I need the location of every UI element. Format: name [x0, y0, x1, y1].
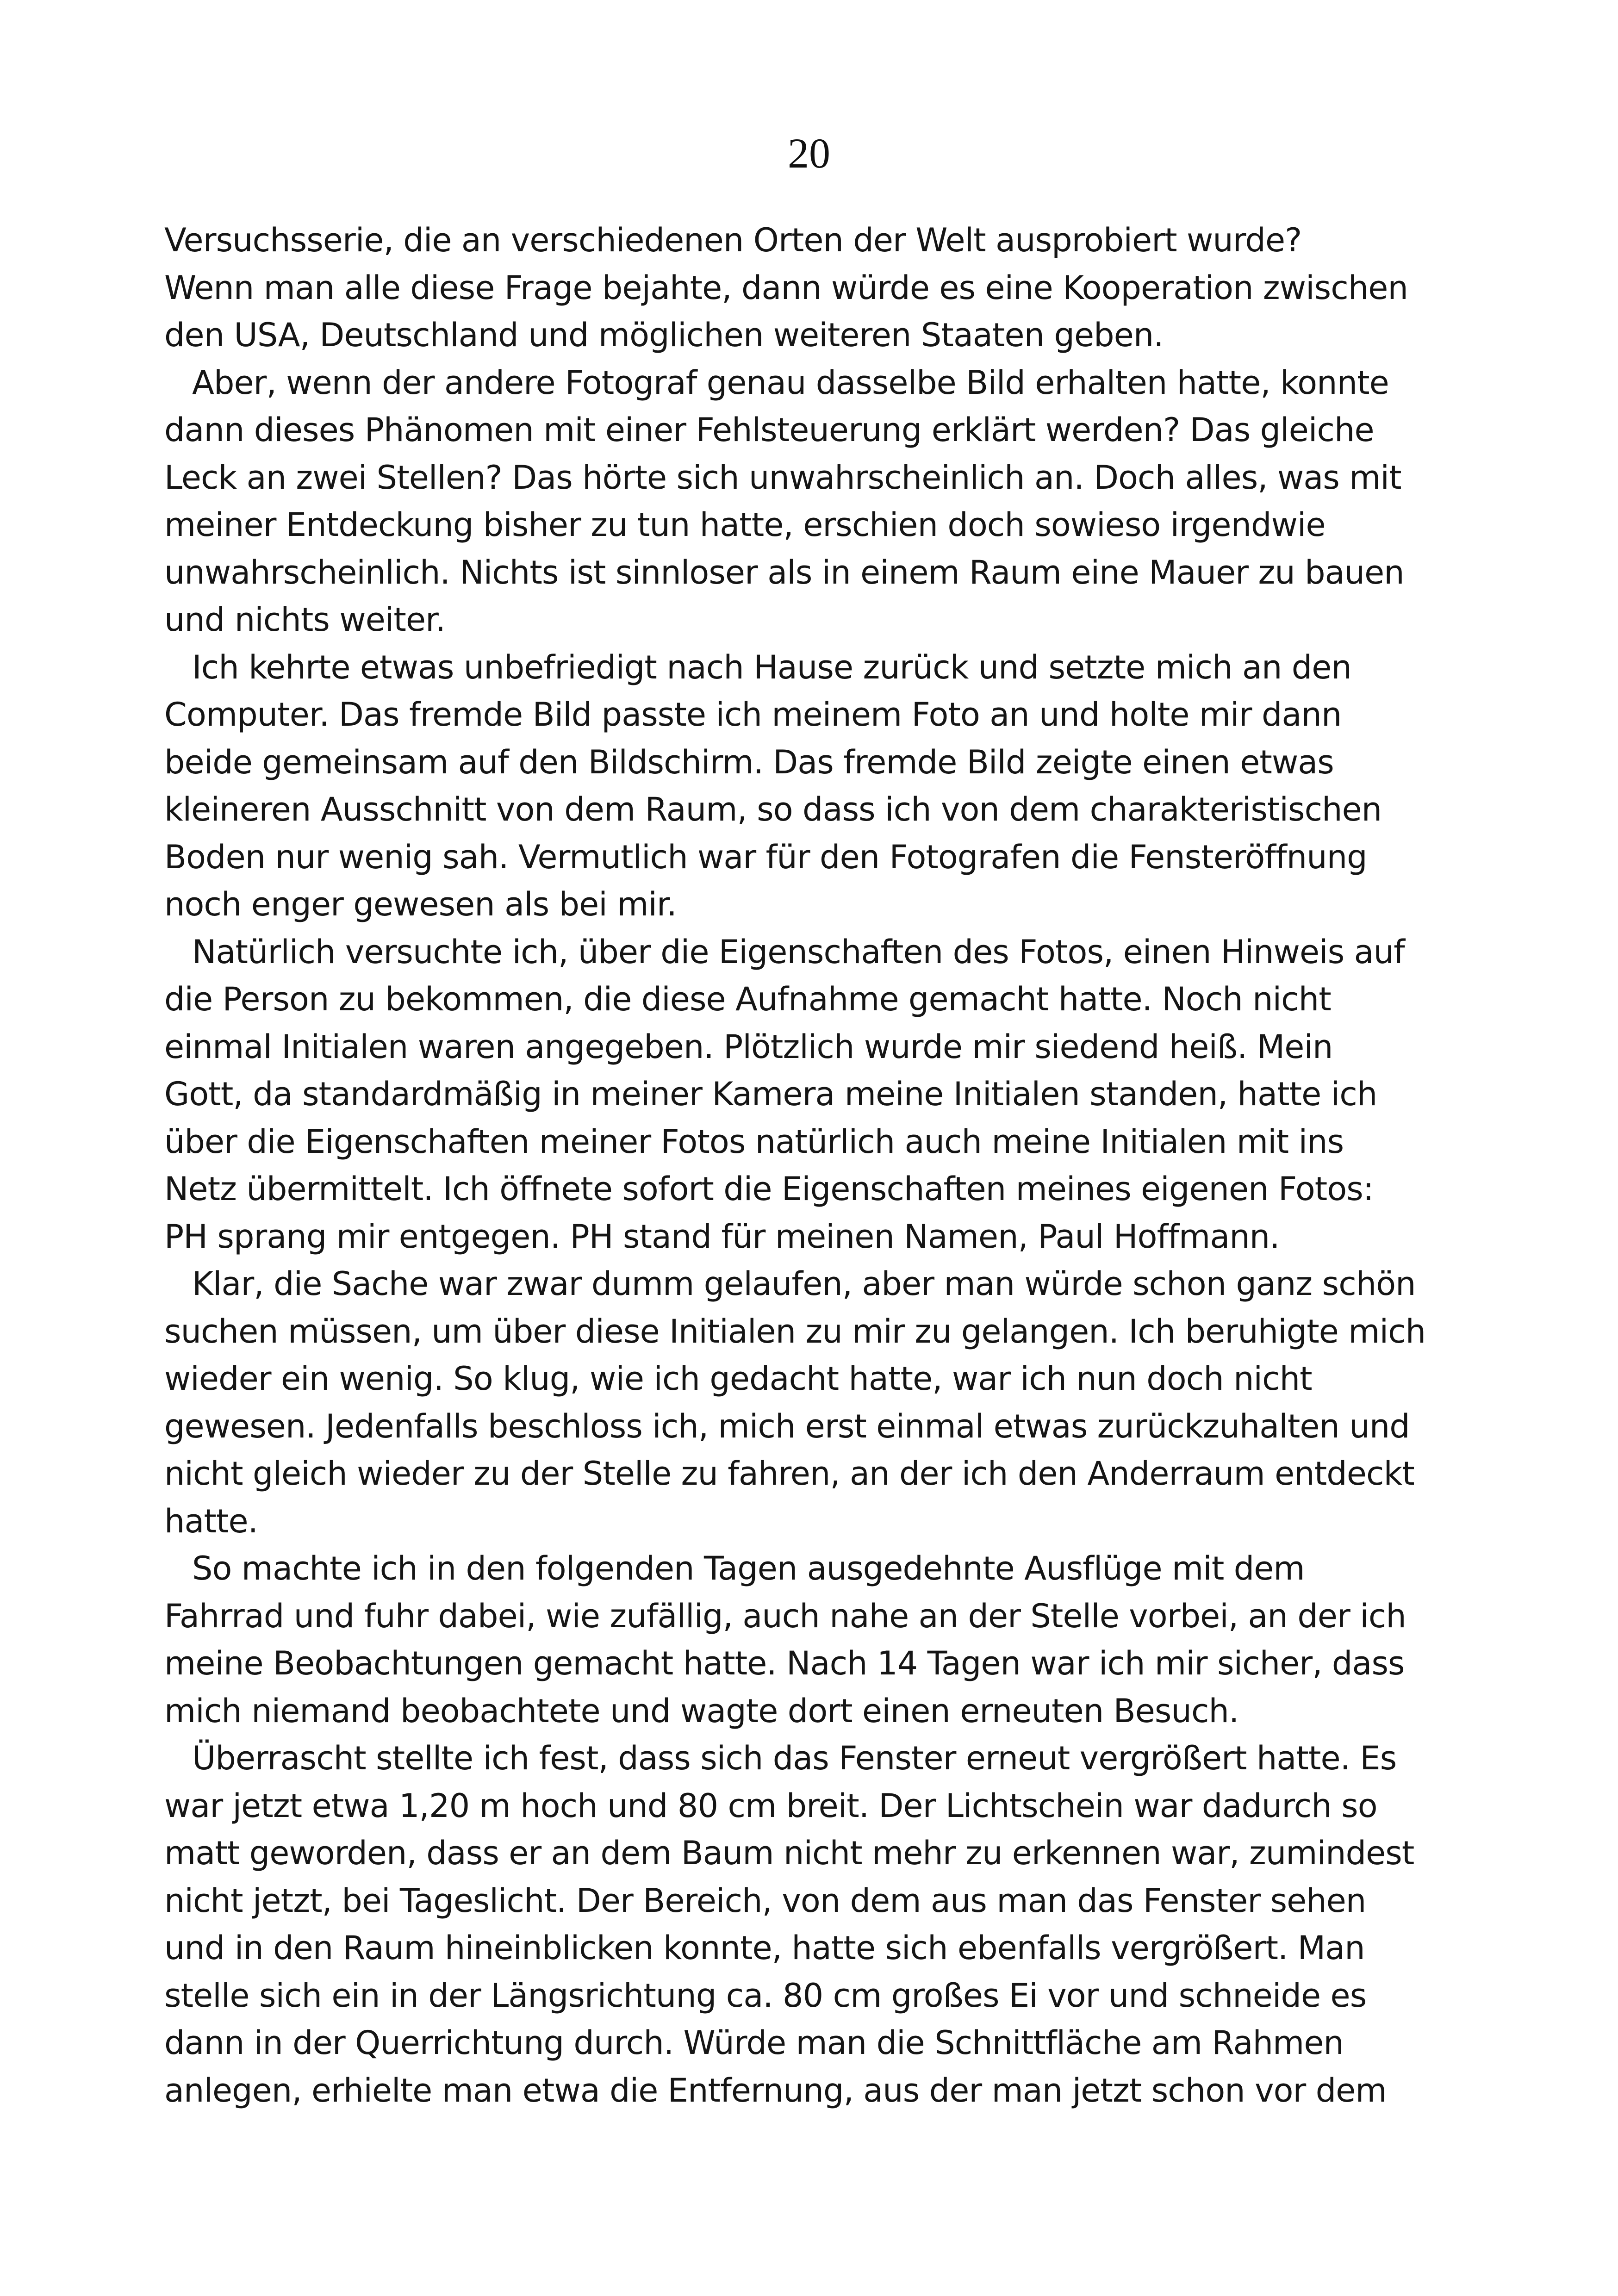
paragraph-first-line: Klar, die Sache war zwar dumm gelaufen, aber man würde schon ganz schön — [192, 1265, 1416, 1303]
text-line: einmal Initialen waren angegeben. Plötzlich wurde mir siedend heiß. Mein — [164, 1027, 1333, 1066]
text-line: Versuchsserie, die an verschiedenen Orten der Welt ausprobiert wurde? — [164, 221, 1302, 259]
text-line: dann in der Querrichtung durch. Würde man die Schnittfläche am Rahmen — [164, 2024, 1344, 2062]
text-line: noch enger gewesen als bei mir. — [164, 885, 677, 923]
text-line: meine Beobachtungen gemacht hatte. Nach 14 Tagen war ich mir sicher, dass — [164, 1644, 1405, 1682]
paragraph-first-line: Natürlich versuchte ich, über die Eigenschaften des Fotos, einen Hinweis auf — [192, 933, 1405, 971]
text-line: mich niemand beobachtete und wagte dort einen erneuten Besuch. — [164, 1692, 1239, 1730]
text-line: dann dieses Phänomen mit einer Fehlsteuerung erklärt werden? Das gleiche — [164, 411, 1374, 449]
text-line: Computer. Das fremde Bild passte ich meinem Foto an und holte mir dann — [164, 696, 1342, 734]
body-text — [164, 217, 1442, 2114]
text-line: unwahrscheinlich. Nichts ist sinnloser als in einem Raum eine Mauer zu bauen — [164, 553, 1404, 591]
text-line: und in den Raum hineinblicken konnte, hatte sich ebenfalls vergrößert. Man — [164, 1929, 1365, 1967]
text-line: beide gemeinsam auf den Bildschirm. Das fremde Bild zeigte einen etwas — [164, 743, 1334, 781]
text-line: die Person zu bekommen, die diese Aufnahme gemacht hatte. Noch nicht — [164, 980, 1331, 1018]
text-line: über die Eigenschaften meiner Fotos natürlich auch meine Initialen mit ins — [164, 1122, 1344, 1161]
text-line: nicht gleich wieder zu der Stelle zu fahren, an der ich den Anderraum entdeckt — [164, 1455, 1414, 1493]
text-line: nicht jetzt, bei Tageslicht. Der Bereich, von dem aus man das Fenster sehen — [164, 1881, 1366, 1920]
text-line: Leck an zwei Stellen? Das hörte sich unwahrscheinlich an. Doch alles, was mit — [164, 458, 1401, 497]
text-line: gewesen. Jedenfalls beschloss ich, mich erst einmal etwas zurückzuhalten und — [164, 1407, 1410, 1445]
text-line: wieder ein wenig. So klug, wie ich gedacht hatte, war ich nun doch nicht — [164, 1360, 1312, 1398]
paragraph-first-line: Überrascht stellte ich fest, dass sich das Fenster erneut vergrößert hatte. Es — [192, 1739, 1397, 1777]
text-line: Fahrrad und fuhr dabei, wie zufällig, auch nahe an der Stelle vorbei, an der ich — [164, 1597, 1406, 1635]
paragraph-first-line: So machte ich in den folgenden Tagen ausgedehnte Ausflüge mit dem — [192, 1549, 1305, 1587]
paragraph-first-line: Ich kehrte etwas unbefriedigt nach Hause zurück und setzte mich an den — [192, 648, 1351, 686]
text-line: stelle sich ein in der Längsrichtung ca. 80 cm großes Ei vor und schneide es — [164, 1976, 1367, 2015]
text-line: meiner Entdeckung bisher zu tun hatte, erschien doch sowieso irgendwie — [164, 506, 1326, 544]
paragraph-first-line: Aber, wenn der andere Fotograf genau dasselbe Bild erhalten hatte, konnte — [192, 363, 1389, 402]
text-line: matt geworden, dass er an dem Baum nicht mehr zu erkennen war, zumindest — [164, 1834, 1414, 1872]
text-line: PH sprang mir entgegen. PH stand für meinen Namen, Paul Hoffmann. — [164, 1217, 1280, 1256]
text-line: Wenn man alle diese Frage bejahte, dann würde es eine Kooperation zwischen — [164, 268, 1408, 307]
text-line: Gott, da standardmäßig in meiner Kamera meine Initialen standen, hatte ich — [164, 1075, 1377, 1113]
text-line: den USA, Deutschland und möglichen weiteren Staaten geben. — [164, 316, 1164, 354]
text-line: anlegen, erhielte man etwa die Entfernung, aus der man jetzt schon vor dem — [164, 2071, 1387, 2109]
text-line: kleineren Ausschnitt von dem Raum, so dass ich von dem charakteristischen — [164, 790, 1382, 828]
text-line: hatte. — [164, 1502, 258, 1540]
text-line: und nichts weiter. — [164, 601, 445, 639]
text-line: Boden nur wenig sah. Vermutlich war für den Fotografen die Fensteröffnung — [164, 838, 1367, 876]
page-number: 20 — [788, 130, 830, 177]
text-line: Netz übermittelt. Ich öffnete sofort die Eigenschaften meines eigenen Fotos: — [164, 1170, 1374, 1208]
text-line: suchen müssen, um über diese Initialen zu mir zu gelangen. Ich beruhigte mich — [164, 1312, 1426, 1350]
text-line: war jetzt etwa 1,20 m hoch und 80 cm breit. Der Lichtschein war dadurch so — [164, 1786, 1377, 1825]
